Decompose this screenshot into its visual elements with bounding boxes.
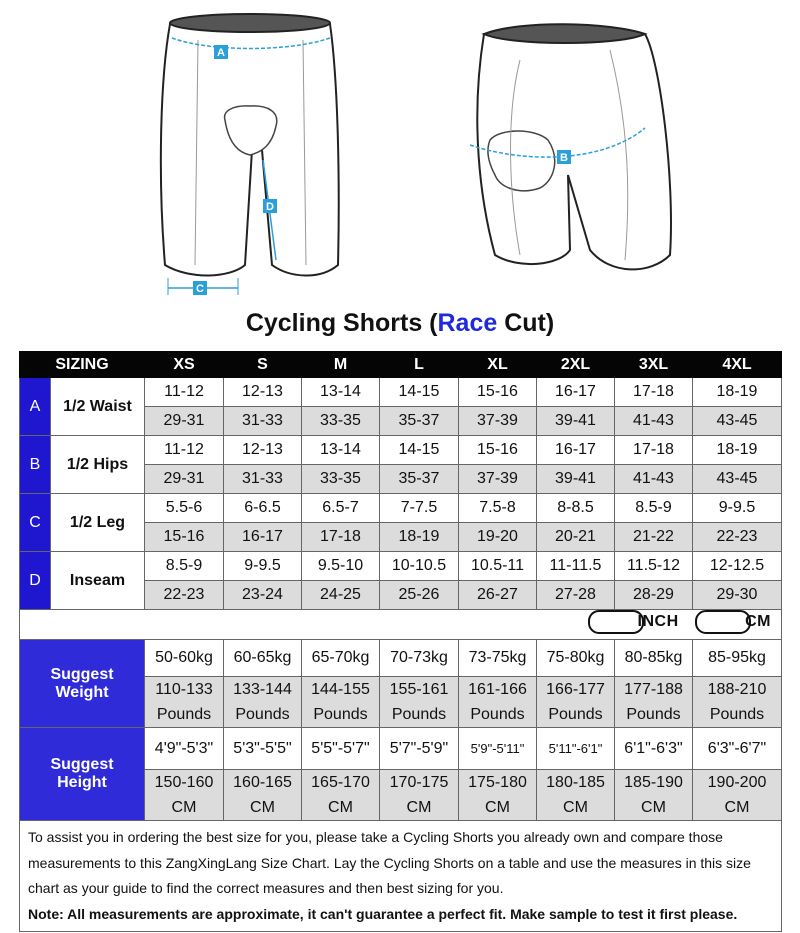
weight-pounds-unit: Pounds <box>313 706 368 723</box>
notes-text: To assist you in ordering the best size for you, please take a Cycling Shorts you already own and compare those measurements to this ZangXingLang Size Chart. Lay the Cycling Shorts on a table and use the measures in this size chart as your guide to find the correct measures and then best sizing for you. <box>28 829 751 896</box>
cm-value-cell: 41-43 <box>615 465 693 494</box>
inch-value-cell: 16-17 <box>537 436 615 465</box>
notes-cell <box>20 821 782 932</box>
inch-value-cell: 15-16 <box>459 378 537 407</box>
table-row <box>20 436 782 465</box>
height-ft-cell: 6'3"-6'7" <box>693 728 782 770</box>
height-cm-unit: CM <box>724 799 750 816</box>
weight-pounds-value: 166-177 <box>546 681 605 698</box>
height-cm-value: 170-175 <box>389 774 449 791</box>
weight-kg-cell: 85-95kg <box>693 640 782 677</box>
inch-value-cell: 14-15 <box>380 436 459 465</box>
weight-pounds-unit: Pounds <box>156 706 212 723</box>
cm-value-cell: 25-26 <box>380 581 459 610</box>
cm-value-cell: 26-27 <box>459 581 537 610</box>
height-cm-cell <box>459 770 537 821</box>
cm-value-cell: 33-35 <box>302 407 380 436</box>
weight-pounds-unit: Pounds <box>548 706 603 723</box>
inch-value-cell: 8-8.5 <box>537 494 615 523</box>
table-header-row <box>20 352 782 378</box>
height-cm-unit: CM <box>328 799 353 816</box>
table-row <box>20 378 782 407</box>
inch-value-cell: 9.5-10 <box>302 552 380 581</box>
inch-value-cell: 17-18 <box>615 378 693 407</box>
suggest-height-label <box>20 728 145 821</box>
height-cm-value: 165-170 <box>311 774 370 791</box>
height-cm-value: 190-200 <box>707 774 767 791</box>
page-title: Cycling Shorts (Race Cut) <box>245 309 555 337</box>
header-size: XS <box>145 352 224 378</box>
weight-pounds-cell <box>302 677 380 728</box>
inch-value-cell: 18-19 <box>693 378 782 407</box>
inch-value-cell: 12-12.5 <box>693 552 782 581</box>
cm-value-cell: 37-39 <box>459 407 537 436</box>
notes-warning: Note: All measurements are approximate, it can't guarantee a perfect fit. Make sample to test it first please. <box>28 905 738 922</box>
inch-pill-icon <box>588 610 644 634</box>
cm-value-cell: 33-35 <box>302 465 380 494</box>
unit-inch: INCH <box>588 610 679 634</box>
weight-pounds-cell <box>380 677 459 728</box>
measurement-rows <box>20 378 782 610</box>
inch-value-cell: 12-13 <box>224 436 302 465</box>
cm-value-cell: 24-25 <box>302 581 380 610</box>
height-ft-cell: 6'1"-6'3" <box>615 728 693 770</box>
inch-value-cell: 6-6.5 <box>224 494 302 523</box>
unit-legend-row <box>20 610 782 640</box>
weight-pounds-value: 155-161 <box>389 681 449 698</box>
shorts-illustration <box>0 0 800 305</box>
height-cm-cell <box>224 770 302 821</box>
weight-kg-cell: 50-60kg <box>145 640 224 677</box>
height-cm-cell <box>693 770 782 821</box>
cm-value-cell: 16-17 <box>224 523 302 552</box>
height-ft-cell: 5'11"-6'1" <box>537 728 615 770</box>
inch-value-cell: 12-13 <box>224 378 302 407</box>
cm-value-cell: 21-22 <box>615 523 693 552</box>
height-cm-unit: CM <box>250 799 275 816</box>
weight-kg-cell: 73-75kg <box>459 640 537 677</box>
weight-pounds-value: 133-144 <box>233 681 292 698</box>
inch-value-cell: 9-9.5 <box>693 494 782 523</box>
cm-value-cell: 29-30 <box>693 581 782 610</box>
cm-value-cell: 27-28 <box>537 581 615 610</box>
cm-value-cell: 31-33 <box>224 465 302 494</box>
inch-value-cell: 9-9.5 <box>224 552 302 581</box>
weight-pounds-cell <box>537 677 615 728</box>
inch-value-cell: 13-14 <box>302 378 380 407</box>
suggest-weight-line1: Suggest <box>50 665 114 683</box>
cm-value-cell: 17-18 <box>302 523 380 552</box>
weight-pounds-cell <box>693 677 782 728</box>
inch-value-cell: 17-18 <box>615 436 693 465</box>
weight-rows <box>20 640 782 728</box>
height-cm-cell <box>145 770 224 821</box>
weight-pounds-cell <box>224 677 302 728</box>
height-cm-value: 150-160 <box>154 774 214 791</box>
height-cm-unit: CM <box>563 799 588 816</box>
height-cm-cell <box>615 770 693 821</box>
inch-value-cell: 8.5-9 <box>145 552 224 581</box>
height-cm-cell <box>380 770 459 821</box>
height-cm-value: 175-180 <box>468 774 527 791</box>
weight-pounds-unit: Pounds <box>626 706 681 723</box>
height-ft-cell: 5'3"-5'5" <box>224 728 302 770</box>
weight-pounds-value: 144-155 <box>311 681 370 698</box>
suggest-weight-label <box>20 640 145 728</box>
cm-value-cell: 22-23 <box>145 581 224 610</box>
inch-value-cell: 6.5-7 <box>302 494 380 523</box>
cm-value-cell: 29-31 <box>145 407 224 436</box>
height-rows <box>20 728 782 821</box>
height-ft-cell: 4'9"-5'3" <box>145 728 224 770</box>
cm-value-cell: 29-31 <box>145 465 224 494</box>
measure-letter: B <box>20 436 51 494</box>
weight-kg-cell: 75-80kg <box>537 640 615 677</box>
header-size: L <box>380 352 459 378</box>
cm-pill-icon <box>695 610 751 634</box>
weight-pounds-unit: Pounds <box>391 706 447 723</box>
table-row <box>20 552 782 581</box>
cm-value-cell: 19-20 <box>459 523 537 552</box>
unit-cm: CM <box>695 610 771 634</box>
inch-value-cell: 15-16 <box>459 436 537 465</box>
table-row <box>20 640 782 677</box>
size-chart-table <box>19 351 782 932</box>
weight-pounds-unit: Pounds <box>235 706 290 723</box>
height-cm-cell <box>302 770 380 821</box>
weight-pounds-cell <box>615 677 693 728</box>
label-d: D <box>266 201 274 213</box>
height-ft-cell: 5'9"-5'11" <box>459 728 537 770</box>
cm-value-cell: 43-45 <box>693 407 782 436</box>
cm-value-cell: 22-23 <box>693 523 782 552</box>
weight-pounds-cell <box>459 677 537 728</box>
cm-value-cell: 35-37 <box>380 465 459 494</box>
height-cm-value: 180-185 <box>546 774 605 791</box>
cm-value-cell: 15-16 <box>145 523 224 552</box>
weight-pounds-value: 110-133 <box>155 681 213 698</box>
suggest-weight-line2: Weight <box>55 683 109 701</box>
cm-value-cell: 37-39 <box>459 465 537 494</box>
cm-value-cell: 23-24 <box>224 581 302 610</box>
cm-value-cell: 43-45 <box>693 465 782 494</box>
height-ft-cell: 5'7"-5'9" <box>380 728 459 770</box>
measure-letter: C <box>20 494 51 552</box>
measure-name: 1/2 Leg <box>51 494 145 552</box>
table-row <box>20 728 782 770</box>
label-b: B <box>560 152 568 164</box>
inch-value-cell: 7.5-8 <box>459 494 537 523</box>
weight-kg-cell: 70-73kg <box>380 640 459 677</box>
weight-pounds-cell <box>145 677 224 728</box>
height-cm-unit: CM <box>406 799 432 816</box>
inch-value-cell: 14-15 <box>380 378 459 407</box>
measure-name: 1/2 Waist <box>51 378 145 436</box>
inch-value-cell: 8.5-9 <box>615 494 693 523</box>
header-size: 2XL <box>537 352 615 378</box>
inch-value-cell: 11.5-12 <box>615 552 693 581</box>
inch-value-cell: 13-14 <box>302 436 380 465</box>
inch-value-cell: 11-12 <box>145 378 224 407</box>
cm-value-cell: 41-43 <box>615 407 693 436</box>
weight-pounds-unit: Pounds <box>470 706 525 723</box>
height-cm-cell <box>537 770 615 821</box>
suggest-height-line2: Height <box>57 774 107 791</box>
cm-value-cell: 18-19 <box>380 523 459 552</box>
cm-value-cell: 31-33 <box>224 407 302 436</box>
weight-kg-cell: 60-65kg <box>224 640 302 677</box>
cm-value-cell: 28-29 <box>615 581 693 610</box>
header-size: 4XL <box>693 352 782 378</box>
label-a: A <box>217 47 225 59</box>
measure-letter: A <box>20 378 51 436</box>
measure-name: Inseam <box>51 552 145 610</box>
height-cm-value: 185-190 <box>624 774 683 791</box>
height-cm-unit: CM <box>171 799 197 816</box>
inch-value-cell: 5.5-6 <box>145 494 224 523</box>
front-view-shorts <box>161 14 339 295</box>
table-row <box>20 494 782 523</box>
header-size: 3XL <box>615 352 693 378</box>
weight-kg-cell: 65-70kg <box>302 640 380 677</box>
cm-value-cell: 39-41 <box>537 407 615 436</box>
height-cm-value: 160-165 <box>233 774 292 791</box>
height-cm-unit: CM <box>641 799 666 816</box>
header-size: S <box>224 352 302 378</box>
cm-value-cell: 20-21 <box>537 523 615 552</box>
measure-name: 1/2 Hips <box>51 436 145 494</box>
notes-row <box>20 821 782 932</box>
weight-kg-cell: 80-85kg <box>615 640 693 677</box>
label-c: C <box>196 283 204 295</box>
weight-pounds-value: 161-166 <box>468 681 527 698</box>
weight-pounds-unit: Pounds <box>709 706 765 723</box>
inch-value-cell: 11-11.5 <box>537 552 615 581</box>
height-ft-cell: 5'5"-5'7" <box>302 728 380 770</box>
weight-pounds-value: 177-188 <box>624 681 683 698</box>
back-view-shorts <box>470 24 671 269</box>
weight-pounds-value: 188-210 <box>707 681 767 698</box>
inch-value-cell: 11-12 <box>145 436 224 465</box>
measure-letter: D <box>20 552 51 610</box>
suggest-height-line1: Suggest <box>50 756 114 773</box>
header-size: XL <box>459 352 537 378</box>
inch-value-cell: 18-19 <box>693 436 782 465</box>
header-sizing: SIZING <box>20 352 145 378</box>
height-cm-unit: CM <box>485 799 510 816</box>
cm-value-cell: 39-41 <box>537 465 615 494</box>
inch-value-cell: 10-10.5 <box>380 552 459 581</box>
inch-value-cell: 16-17 <box>537 378 615 407</box>
cm-value-cell: 35-37 <box>380 407 459 436</box>
header-size: M <box>302 352 380 378</box>
inch-value-cell: 7-7.5 <box>380 494 459 523</box>
inch-value-cell: 10.5-11 <box>459 552 537 581</box>
